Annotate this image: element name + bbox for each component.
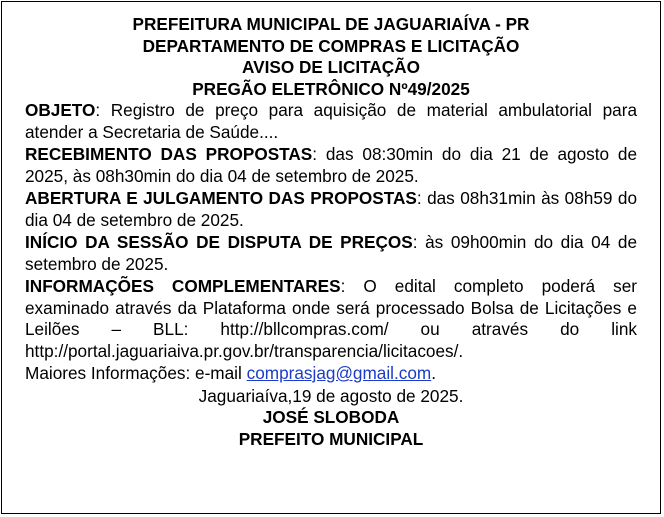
maiores-informacoes-line bbox=[25, 363, 637, 385]
objeto-label: OBJETO bbox=[25, 100, 96, 120]
header-line-notice-type: AVISO DE LICITAÇÃO bbox=[242, 57, 420, 77]
header-line-department: DEPARTAMENTO DE COMPRAS E LICITAÇÃO bbox=[142, 35, 520, 56]
maiores-informacoes-suffix: . bbox=[431, 363, 436, 383]
inicio-paragraph bbox=[25, 232, 637, 275]
signer-name: JOSÉ SLOBODA bbox=[262, 407, 400, 427]
recebimento-label: RECEBIMENTO DAS PROPOSTAS bbox=[25, 144, 313, 164]
contact-email-link[interactable]: comprasjag@gmail.com bbox=[246, 363, 432, 383]
signer-role: PREFEITO MUNICIPAL bbox=[238, 428, 424, 449]
place-date: Jaguariaíva,19 de agosto de 2025. bbox=[198, 385, 464, 406]
informacoes-label: INFORMAÇÕES COMPLEMENTARES bbox=[25, 276, 341, 296]
header-line-municipality: PREFEITURA MUNICIPAL DE JAGUARIAÍVA - PR bbox=[132, 14, 530, 34]
notice-header bbox=[25, 14, 637, 100]
objeto-text: : Registro de preço para aquisição de material ambulatorial para atender a Secretaria de Saúde.... bbox=[25, 100, 637, 142]
informacoes-text: : O edital completo poderá ser examinado através da Plataforma onde será processado Bolsa de Licitações e Leilões – BLL: http://bllcompras.com/ ou através do link http://portal.jaguariaiva.pr.gov.br/transparencia/licitacoes/. bbox=[25, 276, 637, 361]
inicio-text: : às 09h00min do dia 04 de setembro de 2025. bbox=[25, 232, 637, 274]
header-line-pregao-number: PREGÃO ELETRÔNICO Nº49/2025 bbox=[192, 78, 470, 99]
inicio-label: INÍCIO DA SESSÃO DE DISPUTA DE PREÇOS bbox=[25, 232, 413, 252]
informacoes-paragraph bbox=[25, 276, 637, 362]
maiores-informacoes-prefix: Maiores Informações: e-mail bbox=[25, 363, 247, 383]
objeto-paragraph bbox=[25, 100, 637, 143]
abertura-paragraph bbox=[25, 188, 637, 231]
abertura-text: : das 08h31min às 08h59 do dia 04 de setembro de 2025. bbox=[25, 188, 638, 230]
recebimento-paragraph bbox=[25, 144, 637, 187]
licitacao-notice bbox=[1, 1, 661, 514]
abertura-label: ABERTURA E JULGAMENTO DAS PROPOSTAS bbox=[25, 188, 417, 208]
recebimento-text: : das 08:30min do dia 21 de agosto de 2025, às 08h30min do dia 04 de setembro de 2025. bbox=[25, 144, 638, 186]
